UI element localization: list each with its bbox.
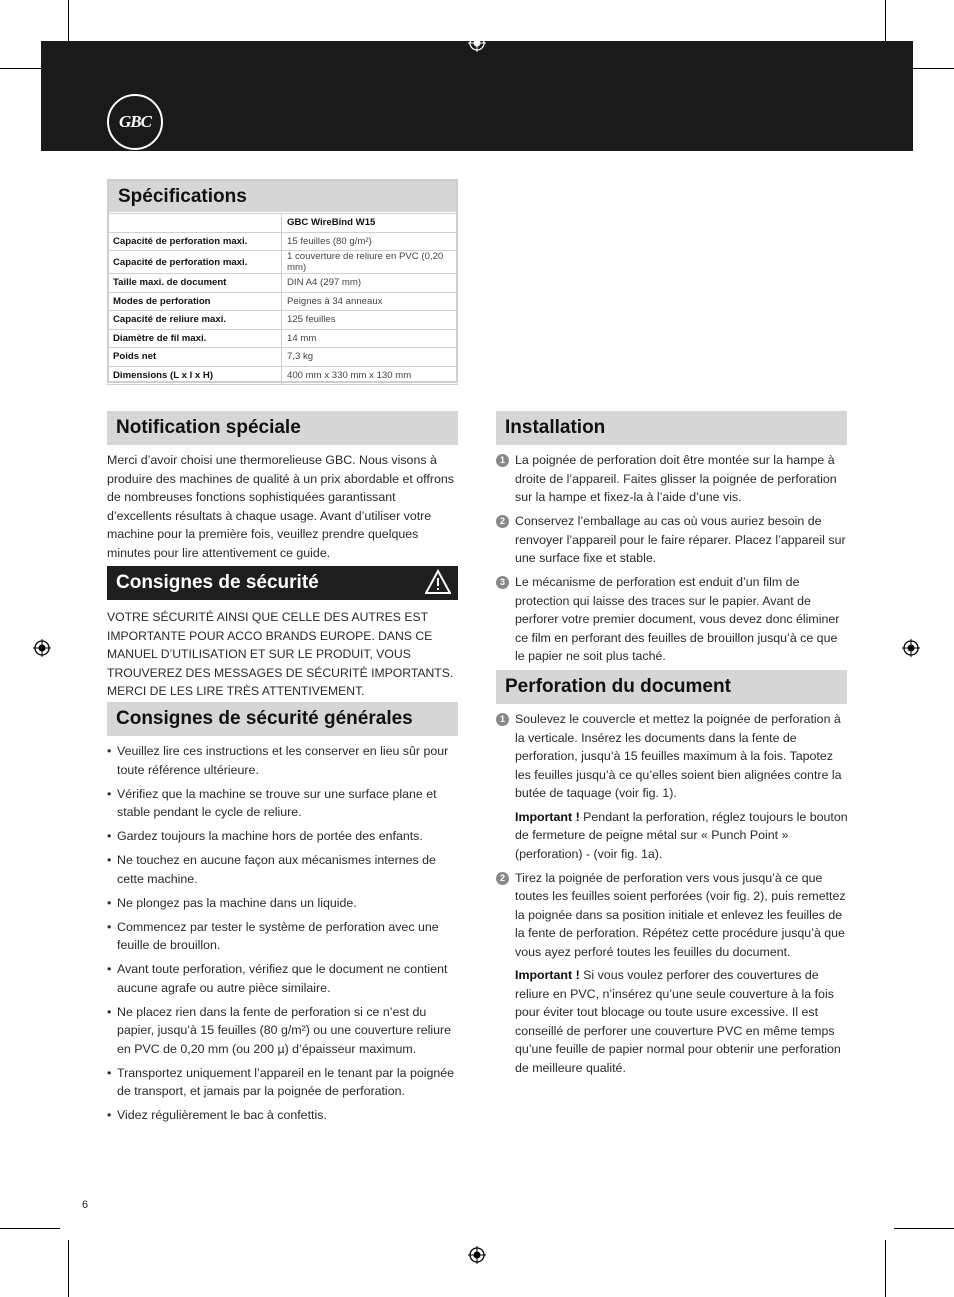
table-cell: Taille maxi. de document xyxy=(108,274,282,293)
general-safety-list xyxy=(107,742,459,1130)
perforation-steps xyxy=(496,710,848,1083)
table-row xyxy=(108,329,458,348)
table-cell: 14 mm xyxy=(282,329,458,348)
gbc-logo: GBC xyxy=(107,94,163,150)
important-text: Pendant la perforation, réglez toujours le bouton de fermeture de peigne métal sur « Punch Point » (perforation) - (voir fig. 1a). xyxy=(515,809,848,861)
registration-mark-icon xyxy=(468,34,486,52)
list-item: • Transportez uniquement l’appareil en le tenant par la poignée de transport, et jamais par la poignée de perforation. xyxy=(107,1064,459,1101)
list-item: • Vérifiez que la machine se trouve sur une surface plane et stable pendant le cycle de reliure. xyxy=(107,785,459,822)
step-number-badge: 3 xyxy=(496,576,509,589)
notification-text: Merci d’avoir choisi une thermorelieuse GBC. Nous visons à produire des machines de qualité à un prix abordable et offrons de nombreuses fonctions sophistiquées garantissant d’excellents résultats à chaque usage. Avant d’utiliser votre machine pour la première fois, veuillez prendre quelques minutes pour lire attentivement ce guide. xyxy=(107,453,454,560)
safety-title: Consignes de sécurité xyxy=(107,566,458,600)
specs-title: Spécifications xyxy=(109,181,456,212)
perforation-title: Perforation du document xyxy=(496,670,847,704)
crop-mark xyxy=(0,1228,60,1229)
installation-steps xyxy=(496,451,848,671)
table-cell: Capacité de perforation maxi. xyxy=(108,251,282,274)
step-text: Le mécanisme de perforation est enduit d’un film de protection qui laisse des traces sur le papier. Avant de perforer votre premier document, vous devez donc éliminer ce film en perforant des feuilles de brouillon jusqu’à ce que le papier ne soit plus taché. xyxy=(515,575,840,663)
table-row xyxy=(108,274,458,293)
table-cell: 125 feuilles xyxy=(282,311,458,330)
list-item: • Ne placez rien dans la fente de perforation si ce n’est du papier, jusqu’à 15 feuilles (80 g/m²) ou une couverture reliure en PVC de 0,20 mm (ou 200 µ) d’épaisseur maximum. xyxy=(107,1003,459,1059)
table-cell: DIN A4 (297 mm) xyxy=(282,274,458,293)
important-note xyxy=(515,966,848,1077)
table-row xyxy=(108,251,458,274)
specs-table xyxy=(107,213,458,385)
list-item: • Commencez par tester le système de perforation avec une feuille de brouillon. xyxy=(107,918,459,955)
header-band xyxy=(41,41,913,151)
perforation-step xyxy=(496,710,848,863)
table-row xyxy=(108,292,458,311)
table-cell: Modes de perforation xyxy=(108,292,282,311)
important-text: Si vous voulez perforer des couvertures de reliure en PVC, n’insérez qu’une seule couverture à la fois pour éviter tout blocage ou toute usure excessive. Il est conseillé de perforer une couverture PVC en même temps qu’une feuille de papier normal pour obtenir une perforation de meilleure qualité. xyxy=(515,968,841,1075)
table-row xyxy=(108,232,458,251)
crop-mark xyxy=(894,1228,954,1229)
table-cell: Diamètre de fil maxi. xyxy=(108,329,282,348)
safety-text: VOTRE SÉCURITÉ AINSI QUE CELLE DES AUTRES EST IMPORTANTE POUR ACCO BRANDS EUROPE. DANS CE MANUEL D’UTILISATION ET SUR LE PRODUIT, VOUS TROUVEREZ DES MESSAGES DE SÉCURITÉ IMPORTANTS. MERCI DE LES LIRE TRÈS ATTENTIVEMENT. xyxy=(107,610,454,698)
table-header-cell: GBC WireBind W15 xyxy=(282,214,458,233)
list-item: • Videz régulièrement le bac à confettis. xyxy=(107,1106,459,1125)
step-text: Soulevez le couvercle et mettez la poignée de perforation à la verticale. Insérez les documents dans la fente de perforation, jusqu’à 15 feuilles maximum à la fois. Tapotez les feuilles jusqu’à ce qu’elles soient bien alignées contre la butée de taquage (voir fig. 1). xyxy=(515,712,842,800)
installation-step xyxy=(496,451,848,507)
step-text: Conservez l’emballage au cas où vous auriez besoin de renvoyer l’appareil pour le faire réparer. Placez l’appareil sur une surface fixe et stable. xyxy=(515,514,846,565)
list-item: • Veuillez lire ces instructions et les conserver en lieu sûr pour toute référence ultérieure. xyxy=(107,742,459,779)
installation-title: Installation xyxy=(496,411,847,445)
important-note xyxy=(515,808,848,864)
step-number-badge: 2 xyxy=(496,515,509,528)
table-cell: Peignes à 34 anneaux xyxy=(282,292,458,311)
step-number-badge: 1 xyxy=(496,454,509,467)
notification-title: Notification spéciale xyxy=(107,411,458,445)
installation-step xyxy=(496,512,848,568)
list-item: • Gardez toujours la machine hors de portée des enfants. xyxy=(107,827,459,846)
table-row xyxy=(108,366,458,385)
general-safety-title: Consignes de sécurité générales xyxy=(107,702,458,736)
crop-mark xyxy=(885,1240,886,1297)
table-cell: Poids net xyxy=(108,348,282,367)
table-cell: Capacité de reliure maxi. xyxy=(108,311,282,330)
list-item: • Avant toute perforation, vérifiez que le document ne contient aucune agrafe ou autre pièce similaire. xyxy=(107,960,459,997)
table-cell: Dimensions (L x l x H) xyxy=(108,366,282,385)
perforation-step xyxy=(496,869,848,1078)
warning-triangle-icon xyxy=(425,569,451,595)
table-cell: 15 feuilles (80 g/m²) xyxy=(282,232,458,251)
step-number-badge: 2 xyxy=(496,872,509,885)
installation-step xyxy=(496,573,848,666)
table-row xyxy=(108,348,458,367)
important-label: Important ! xyxy=(515,809,580,824)
step-text: Tirez la poignée de perforation vers vous jusqu’à ce que toutes les feuilles soient perforées (voir fig. 2), puis remettez la poignée dans sa position initiale et enlevez les feuilles de la fente de perforation. Répétez cette procédure jusqu’à que vous ayez perforé toutes les feuilles du document. xyxy=(515,870,846,959)
table-row xyxy=(108,214,458,233)
table-cell: 7,3 kg xyxy=(282,348,458,367)
page-number: 6 xyxy=(82,1199,89,1211)
table-cell: 1 couverture de reliure en PVC (0,20 mm) xyxy=(282,251,458,274)
list-item: • Ne plongez pas la machine dans un liquide. xyxy=(107,894,459,913)
registration-mark-icon xyxy=(468,1246,486,1264)
table-row xyxy=(108,311,458,330)
table-cell: Capacité de perforation maxi. xyxy=(108,232,282,251)
registration-mark-icon xyxy=(33,639,51,657)
list-item: • Ne touchez en aucune façon aux mécanismes internes de cette machine. xyxy=(107,851,459,888)
table-cell: 400 mm x 330 mm x 130 mm xyxy=(282,366,458,385)
step-text: La poignée de perforation doit être montée sur la hampe à droite de l’appareil. Faites glisser la poignée de perforation sur la hampe et fixez-la à l’aide d’une vis. xyxy=(515,453,837,504)
crop-mark xyxy=(68,1240,69,1297)
registration-mark-icon xyxy=(902,639,920,657)
step-number-badge: 1 xyxy=(496,713,509,726)
important-label: Important ! xyxy=(515,968,580,982)
table-cell xyxy=(108,214,282,233)
